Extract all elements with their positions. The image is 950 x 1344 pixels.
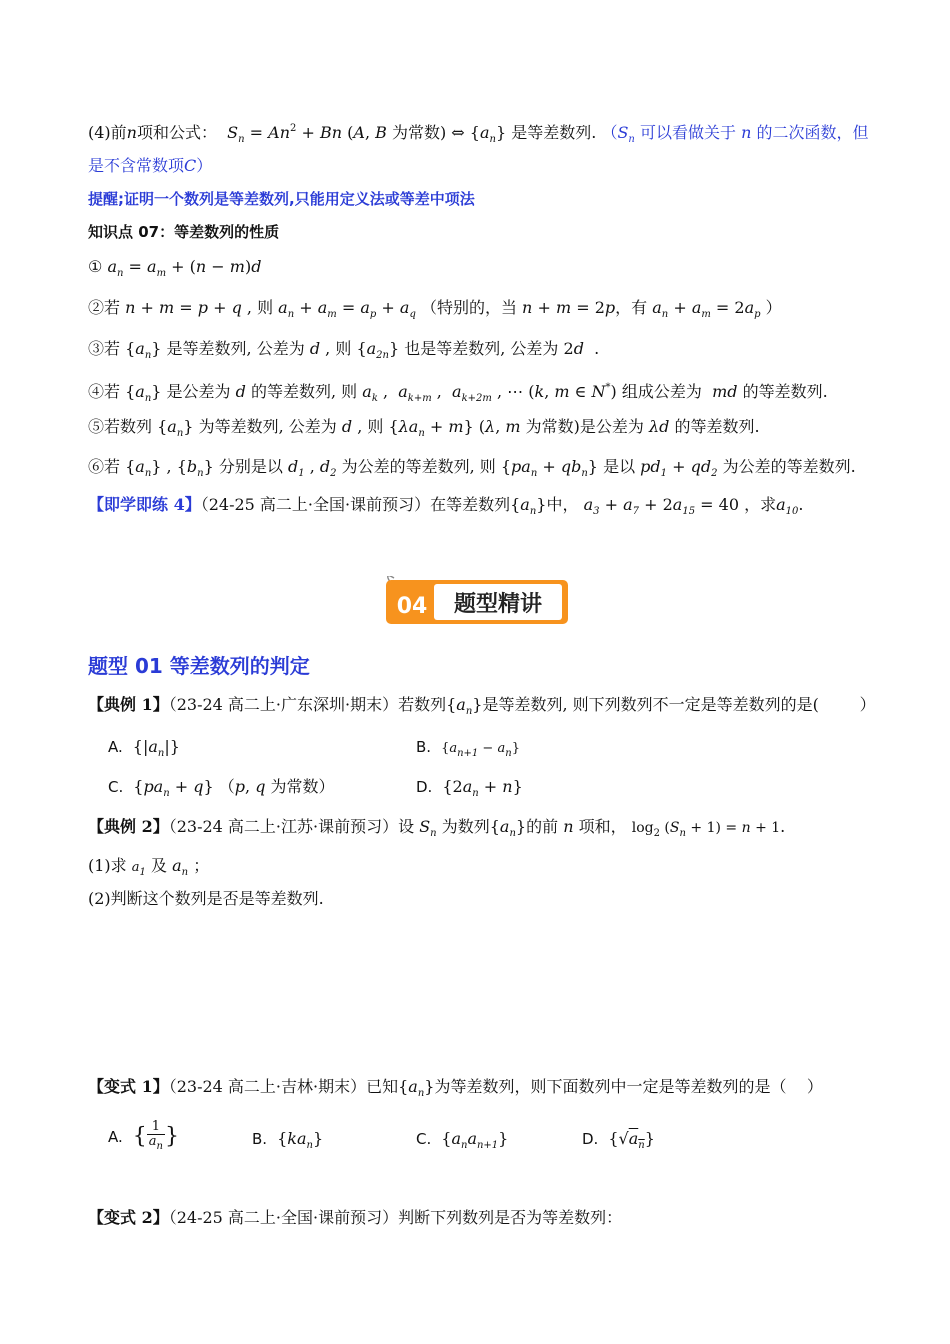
variant-1-option-a[interactable]: A. { $\frac{1}{a_n}$ } — [108, 1119, 179, 1152]
property-5: ⑤若数列 $\{a_n\}$ 为等差数列, 公差为 d , 则 $\{\lambda a_n + m\}$ (λ, m 为常数)是公差为 λd 的等差数列. — [88, 417, 760, 439]
property-4: ④若 $\{a_n\}$ 是公差为 d 的等差数列, 则 $a_k$ , $a_{k+m}$ , $a_{k+2m}$ , ⋯ (k, m ∈ N*) 组成公差为 md 的等差数列. — [88, 382, 828, 404]
formula-label: 项和公式： — [136, 123, 217, 142]
variant-1: 【变式 1】（23-24 高二上·吉林·期末）已知$\{a_n\}$为等差数列，则下面数列中一定是等差数列的是（ ） — [88, 1077, 823, 1099]
example-2: 【典例 2】（23-24 高二上·江苏·课前预习）设 $S_n$ 为数列$\{a_n\}$的前 n 项和， $\log_2 (S_n + 1) = n + 1$. — [88, 817, 786, 839]
example-1: 【典例 1】（23-24 高二上·广东深圳·期末）若数列$\{a_n\}$是等差数列, 则下列数列不一定是等差数列的是( ） — [88, 695, 876, 717]
formula-const: 为常数) — [391, 123, 447, 142]
variant-1-tag: 【变式 1】 — [88, 1077, 169, 1096]
property-2: ②若 n + m = p + q , 则 $a_n + a_m = a_p + a_q$ （特别的，当 n + m = 2p，有 $a_n + a_m = 2a_p$ ） — [88, 298, 782, 320]
example-1-option-c[interactable]: C. $\{pa_n + q\}$ （p, q 为常数） — [108, 777, 335, 799]
variant-1-option-d[interactable]: D. $\{√a_n\}$ — [582, 1129, 655, 1151]
variant-2-tag: 【变式 2】 — [88, 1208, 169, 1227]
example-2-q2: (2)判断这个数列是否是等差数列. — [88, 889, 324, 908]
badge-title: 题型精讲 — [453, 592, 543, 617]
formula-note: （$S_n$ 可以看做关于 n 的二次函数，但 — [601, 123, 869, 145]
sum-formula-line: (4)前n项和公式： $S_n = An^2 + Bn$ (A, B 为常数) ⇔ $\{a_n\}$ 是等差数列. （$S_n$ 可以看做关于 n 的二次函数，但 — [88, 123, 869, 145]
formula-note-line2: 是不含常数项C） — [88, 156, 213, 175]
practice-4-tag: 【即学即练 4】 — [88, 495, 201, 514]
property-3: ③若 $\{a_n\}$ 是等差数列, 公差为 d , 则 $\{a_{2n}\}$ 也是等差数列, 公差为 2d . — [88, 339, 600, 361]
example-1-option-a[interactable]: A. $\{|a_n|\}$ — [108, 737, 180, 759]
variant-1-option-b[interactable]: B. $\{ka_n\}$ — [252, 1129, 324, 1151]
example-1-option-d[interactable]: D. $\{2a_n + n\}$ — [416, 777, 523, 799]
example-2-q1: (1)求 $a_1$ 及 $a_n$ ； — [88, 856, 210, 878]
type-title: 题型 01 等差数列的判定 — [88, 654, 310, 678]
property-1: ① $a_n = a_m + (n - m)d$ — [88, 257, 262, 279]
section-badge — [386, 576, 568, 628]
example-2-tag: 【典例 2】 — [88, 817, 169, 836]
property-6: ⑥若 $\{a_n\}$ , $\{b_n\}$ 分别是以 $d_1$ , $d_2$ 为公差的等差数列, 则 $\{pa_n + qb_n\}$ 是以 $pd_1 + qd_2$ 为公差的等差数列. — [88, 457, 856, 479]
variant-1-option-c[interactable]: C. $\{a_na_{n+1}\}$ — [416, 1129, 509, 1151]
reminder-text: 提醒;证明一个数列是等差数列,只能用定义法或等差中项法 — [88, 190, 475, 208]
badge-number: 04 — [396, 594, 428, 619]
example-1-tag: 【典例 1】 — [88, 695, 169, 714]
formula-prefix: (4)前 — [88, 123, 127, 142]
practice-4: 【即学即练 4】（24-25 高二上·全国·课前预习）在等差数列$\{a_n\}$中， $a_3 + a_7 + 2a_{15} = 40$ ，求$a_{10}$. — [88, 495, 804, 517]
knowledge-point-title: 知识点 07：等差数列的性质 — [88, 223, 280, 241]
example-1-option-b[interactable]: B. $\{a_{n+1} - a_n\}$ — [416, 738, 520, 759]
formula-conclusion: 是等差数列. — [511, 123, 597, 142]
variant-2: 【变式 2】（24-25 高二上·全国·课前预习）判断下列数列是否为等差数列： — [88, 1208, 623, 1227]
